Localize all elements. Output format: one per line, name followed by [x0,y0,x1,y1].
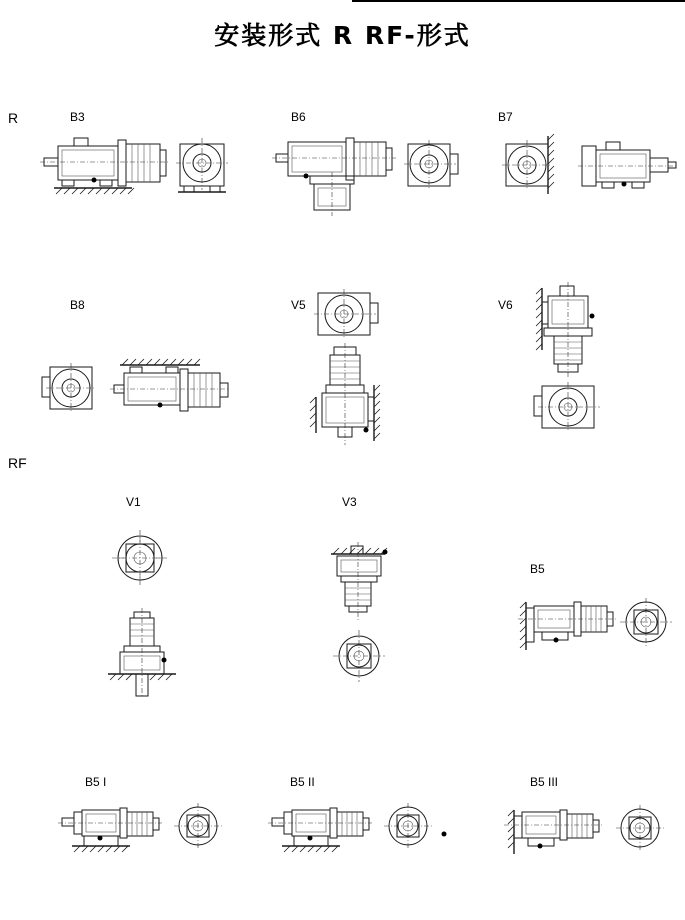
figure-b3 [40,132,230,212]
figure-label-v5: V5 [291,298,306,312]
figure-label-b5: B5 [530,562,545,576]
figure-v6 [520,278,640,438]
figure-b7 [498,132,678,212]
group-label-r: R [8,110,19,126]
figure-b5ii [268,800,458,870]
figure-v3 [315,538,425,688]
figure-b5 [512,590,672,662]
figure-label-v6: V6 [498,298,513,312]
figure-v1 [100,520,210,700]
header-rule [352,0,685,2]
figure-label-b3: B3 [70,110,85,124]
figure-v5 [300,285,420,450]
figure-label-b7: B7 [498,110,513,124]
figure-label-b5ii: B5 II [290,775,315,789]
figure-b5iii [500,800,675,870]
page-title: 安装形式 R RF-形式 [214,21,471,50]
figure-b6 [272,132,462,222]
group-label-rf: RF [8,455,27,471]
figure-label-b5iii: B5 III [530,775,559,789]
figure-label-v3: V3 [342,495,357,509]
figure-label-b8: B8 [70,298,85,312]
figure-b5i [58,800,228,870]
figure-b8 [40,355,230,435]
figure-label-v1: V1 [126,495,141,509]
figure-label-b5i: B5 I [85,775,107,789]
figure-label-b6: B6 [291,110,306,124]
